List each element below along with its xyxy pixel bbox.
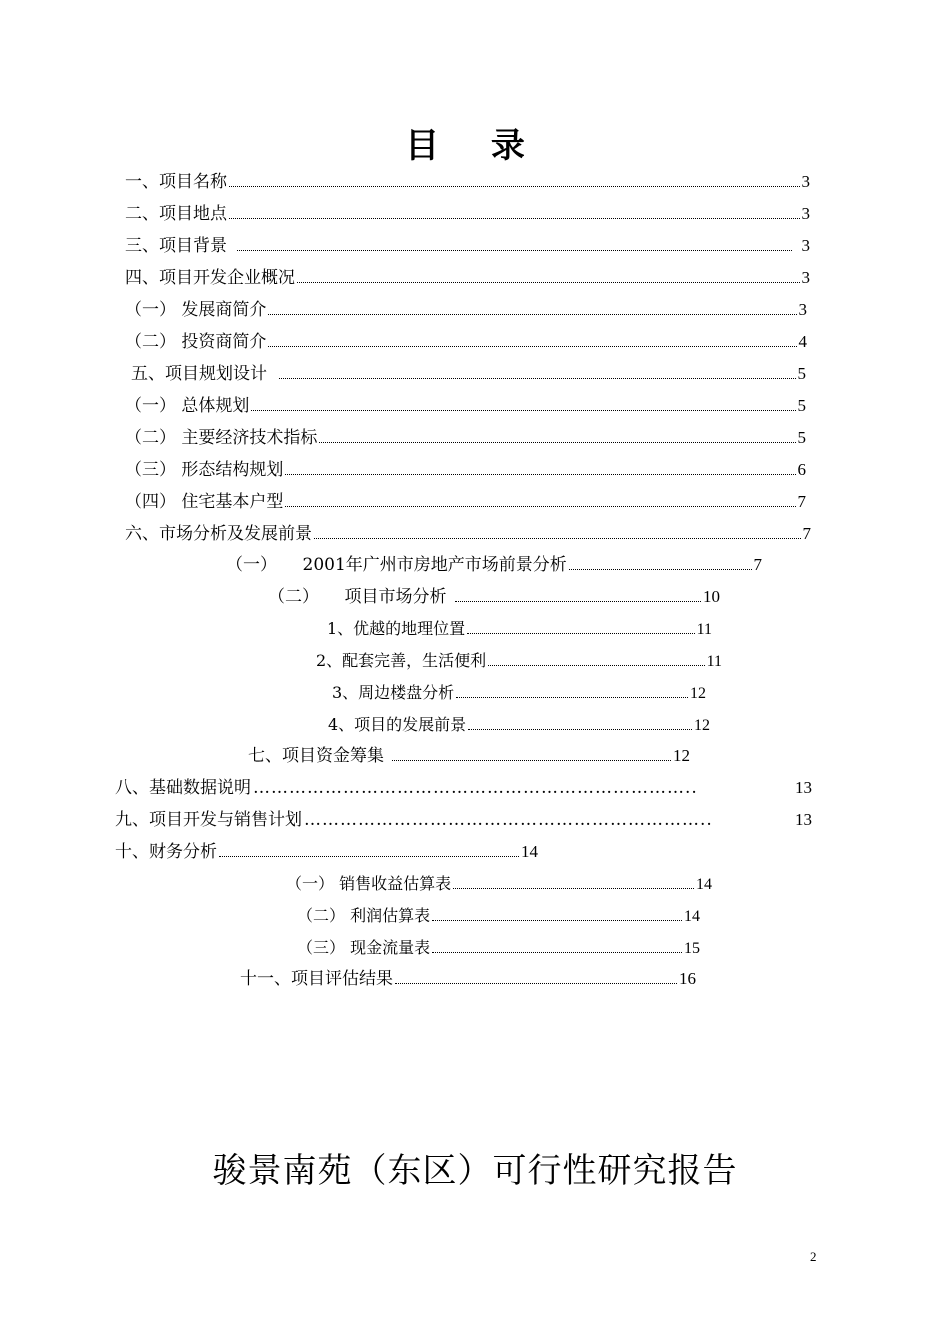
toc-entry-label: 九、项目开发与销售计划 (115, 810, 302, 830)
toc-entry-label: （一） 总体规划 (125, 396, 250, 416)
dot-leader (285, 460, 795, 475)
toc-entry-label: （二） 投资商简介 (125, 332, 267, 352)
toc-entry[interactable] (125, 267, 810, 289)
toc-entry-page: 6 (797, 460, 806, 479)
toc-entry[interactable] (328, 714, 710, 737)
toc-entry-label: 1、优越的地理位置 (327, 619, 466, 638)
document-title: 骏景南苑（东区）可行性研究报告 (212, 1151, 738, 1191)
toc-entry-page: 3 (801, 268, 810, 287)
dot-leader (488, 651, 704, 666)
toc-entry-label: 4、项目的发展前景 (328, 715, 467, 734)
toc-entry[interactable] (125, 299, 807, 321)
dot-leader (229, 172, 800, 187)
toc-entry-label: （三） 现金流量表 (297, 938, 431, 957)
toc-entry[interactable] (131, 363, 806, 385)
dot-leader (219, 842, 519, 857)
toc-entry-page: 12 (673, 746, 690, 765)
toc-entry-label: （四） 住宅基本户型 (125, 492, 284, 512)
toc-entry-page: 13 (795, 778, 812, 797)
toc-entry-label: 十一、项目评估结果 (240, 969, 393, 989)
toc-entry-page: 5 (797, 364, 806, 383)
dot-leader (285, 492, 795, 507)
toc-entry[interactable] (248, 745, 690, 767)
toc-entry-page: 14 (521, 842, 538, 861)
toc-entry-label: （二） 主要经济技术指标 (125, 428, 318, 448)
dot-leader (453, 874, 694, 889)
toc-entry-page: 11 (706, 653, 722, 670)
toc-entry[interactable] (125, 171, 810, 193)
toc-entry[interactable] (125, 523, 811, 545)
dot-leader (268, 332, 796, 347)
toc-entry[interactable] (115, 777, 812, 799)
dot-leader (455, 587, 702, 602)
toc-entry-label: 四、项目开发企业概况 (125, 268, 295, 288)
toc-entry-label: （一） 发展商简介 (125, 300, 267, 320)
dot-leader (432, 938, 682, 953)
toc-entry-page: 3 (798, 300, 807, 319)
toc-entry[interactable] (125, 331, 807, 353)
toc-entry[interactable] (115, 841, 538, 863)
toc-entry-label: （三） 形态结构规划 (125, 460, 284, 480)
toc-entry-page: 3 (801, 172, 810, 191)
toc-entry-page: 3 (801, 236, 810, 255)
toc-entry-label: （一） 2001年广州市房地产市场前景分析 (226, 555, 567, 575)
toc-entry-label: 2、配套完善，生活便利 (316, 651, 487, 670)
toc-entry[interactable] (286, 873, 712, 896)
toc-entry[interactable] (297, 937, 700, 960)
toc-entry-page: 3 (801, 204, 810, 223)
toc-title: 目 录 (405, 126, 545, 166)
toc-entry-label: 六、市场分析及发展前景 (125, 524, 312, 544)
dot-leader (314, 524, 801, 539)
dot-leader (432, 906, 682, 921)
toc-entry-page: 12 (690, 685, 706, 702)
toc-entry[interactable] (125, 427, 806, 449)
dot-leader (395, 969, 677, 984)
toc-entry-label: 五、项目规划设计 (131, 364, 267, 384)
toc-entry-page: 12 (694, 717, 710, 734)
toc-entry[interactable] (327, 618, 712, 641)
toc-entry[interactable] (125, 459, 806, 481)
dot-leader (279, 364, 796, 379)
toc-entry[interactable] (268, 586, 720, 608)
dot-leader (297, 268, 800, 283)
toc-entry-label: 3、周边楼盘分析 (332, 683, 455, 702)
toc-entry-page: 15 (684, 940, 700, 957)
toc-entry-label: 三、项目背景 (125, 236, 227, 256)
dot-leader (456, 683, 688, 698)
toc-entry-label: （二） 利润估算表 (297, 906, 431, 925)
dot-leader: ………………………………………………………….. (304, 810, 713, 830)
toc-entry-label: （二） 项目市场分析 (268, 587, 447, 607)
dot-leader (251, 396, 795, 411)
toc-entry[interactable] (125, 235, 810, 257)
dot-leader (229, 204, 800, 219)
toc-entry[interactable] (125, 395, 806, 417)
toc-entry-page: 14 (684, 908, 700, 925)
toc-entry-page: 4 (798, 332, 807, 351)
toc-entry-page: 7 (753, 555, 762, 574)
dot-leader (569, 555, 752, 570)
toc-entry[interactable] (316, 650, 722, 673)
toc-entry[interactable] (240, 968, 696, 990)
toc-entry[interactable] (115, 809, 812, 831)
toc-entry[interactable] (125, 203, 810, 225)
toc-entry-label: 七、项目资金筹集 (248, 746, 384, 766)
toc-entry-label: 八、基础数据说明 (115, 778, 251, 798)
toc-entry-label: 一、项目名称 (125, 172, 227, 192)
dot-leader (237, 236, 792, 251)
toc-entry[interactable] (332, 682, 706, 705)
toc-entry-page: 7 (797, 492, 806, 511)
toc-entry-page: 7 (802, 524, 811, 543)
dot-leader (467, 619, 694, 634)
toc-entry-page: 5 (797, 396, 806, 415)
toc-entry[interactable] (297, 905, 700, 928)
toc-entry-page: 16 (679, 969, 696, 988)
toc-entry-page: 10 (703, 587, 720, 606)
toc-entry-page: 13 (795, 810, 812, 829)
toc-entry-page: 5 (797, 428, 806, 447)
toc-entry-label: 二、项目地点 (125, 204, 227, 224)
dot-leader (268, 300, 796, 315)
page-number: 2 (810, 1249, 817, 1264)
toc-entry-label: 十、财务分析 (115, 842, 217, 862)
toc-entry[interactable] (226, 554, 762, 576)
dot-leader (392, 746, 671, 761)
dot-leader (319, 428, 795, 443)
dot-leader: ……………………………………………………………….. (253, 778, 698, 798)
toc-entry[interactable] (125, 491, 806, 513)
dot-leader (468, 715, 692, 730)
toc-entry-page: 14 (696, 876, 712, 893)
toc-entry-page: 11 (696, 621, 712, 638)
toc-entry-label: （一） 销售收益估算表 (286, 874, 452, 893)
